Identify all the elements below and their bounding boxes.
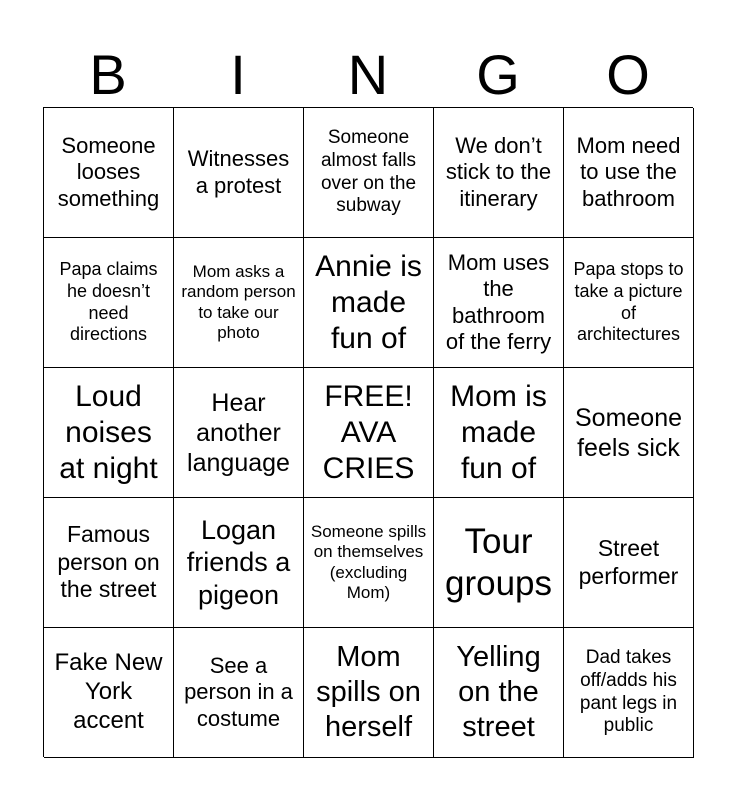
cell-text: Someone spills on themselves (excluding Mom) bbox=[310, 521, 427, 602]
cell-text: Loud noises at night bbox=[59, 379, 158, 485]
bingo-cell-r3c2[interactable] bbox=[174, 368, 304, 498]
cell-text: Street performer bbox=[578, 534, 679, 589]
cell-text: Mom uses the bathroom of the ferry bbox=[445, 249, 552, 354]
cell-text: Logan friends a pigeon bbox=[186, 514, 291, 610]
cell-text: Papa claims he doesn’t need directions bbox=[59, 259, 158, 345]
bingo-cell-r4c5[interactable] bbox=[564, 498, 694, 628]
cell-text: See a person in a costume bbox=[184, 652, 293, 731]
cell-text: Mom is made fun of bbox=[450, 379, 547, 485]
cell-text: Hear another language bbox=[187, 388, 290, 477]
cell-text: Witnesses a protest bbox=[187, 146, 290, 198]
bingo-board bbox=[43, 107, 693, 757]
bingo-cell-r5c5[interactable] bbox=[564, 628, 694, 758]
bingo-cell-r1c2[interactable] bbox=[174, 108, 304, 238]
bingo-cell-r1c3[interactable] bbox=[304, 108, 434, 238]
cell-text: Mom spills on herself bbox=[316, 641, 421, 743]
header-letter-i: I bbox=[230, 43, 246, 106]
cell-text: Someone looses something bbox=[57, 132, 160, 211]
cell-text: FREE! AVA CRIES bbox=[322, 379, 415, 485]
bingo-cell-r5c3[interactable] bbox=[304, 628, 434, 758]
cell-text: Dad takes off/adds his pant legs in public bbox=[579, 646, 678, 737]
cell-text: Tour groups bbox=[444, 521, 553, 603]
bingo-header bbox=[43, 42, 693, 108]
bingo-cell-r4c2[interactable] bbox=[174, 498, 304, 628]
header-letter-o: O bbox=[606, 43, 650, 106]
cell-text: Someone feels sick bbox=[574, 403, 683, 462]
header-letter-b: B bbox=[89, 43, 127, 106]
bingo-cell-r2c1[interactable] bbox=[44, 238, 174, 368]
cell-text: Mom need to use the bathroom bbox=[576, 132, 681, 211]
bingo-cell-r4c1[interactable] bbox=[44, 498, 174, 628]
cell-text: Fake New York accent bbox=[54, 649, 163, 734]
bingo-cell-r5c4[interactable] bbox=[434, 628, 564, 758]
cell-text: Someone almost falls over on the subway bbox=[320, 126, 417, 217]
bingo-cell-r2c3[interactable] bbox=[304, 238, 434, 368]
bingo-cell-r5c1[interactable] bbox=[44, 628, 174, 758]
cell-text: Yelling on the street bbox=[456, 641, 541, 743]
bingo-cell-r3c3-free[interactable] bbox=[304, 368, 434, 498]
bingo-cell-r1c1[interactable] bbox=[44, 108, 174, 238]
bingo-cell-r4c3[interactable] bbox=[304, 498, 434, 628]
cell-text: Annie is made fun of bbox=[315, 249, 422, 355]
bingo-cell-r1c4[interactable] bbox=[434, 108, 564, 238]
cell-text: Mom asks a random person to take our photo bbox=[181, 261, 296, 342]
bingo-cell-r5c2[interactable] bbox=[174, 628, 304, 758]
bingo-cell-r2c2[interactable] bbox=[174, 238, 304, 368]
header-letter-n: N bbox=[347, 43, 389, 106]
cell-text: We don’t stick to the itinerary bbox=[445, 132, 552, 211]
bingo-cell-r3c4[interactable] bbox=[434, 368, 564, 498]
bingo-cell-r2c4[interactable] bbox=[434, 238, 564, 368]
header-letter-g: G bbox=[476, 43, 520, 106]
cell-text: Famous person on the street bbox=[57, 521, 160, 603]
bingo-cell-r3c1[interactable] bbox=[44, 368, 174, 498]
bingo-cell-r3c5[interactable] bbox=[564, 368, 694, 498]
bingo-cell-r1c5[interactable] bbox=[564, 108, 694, 238]
bingo-cell-r2c5[interactable] bbox=[564, 238, 694, 368]
cell-text: Papa stops to take a picture of architectures bbox=[573, 259, 684, 345]
bingo-cell-r4c4[interactable] bbox=[434, 498, 564, 628]
